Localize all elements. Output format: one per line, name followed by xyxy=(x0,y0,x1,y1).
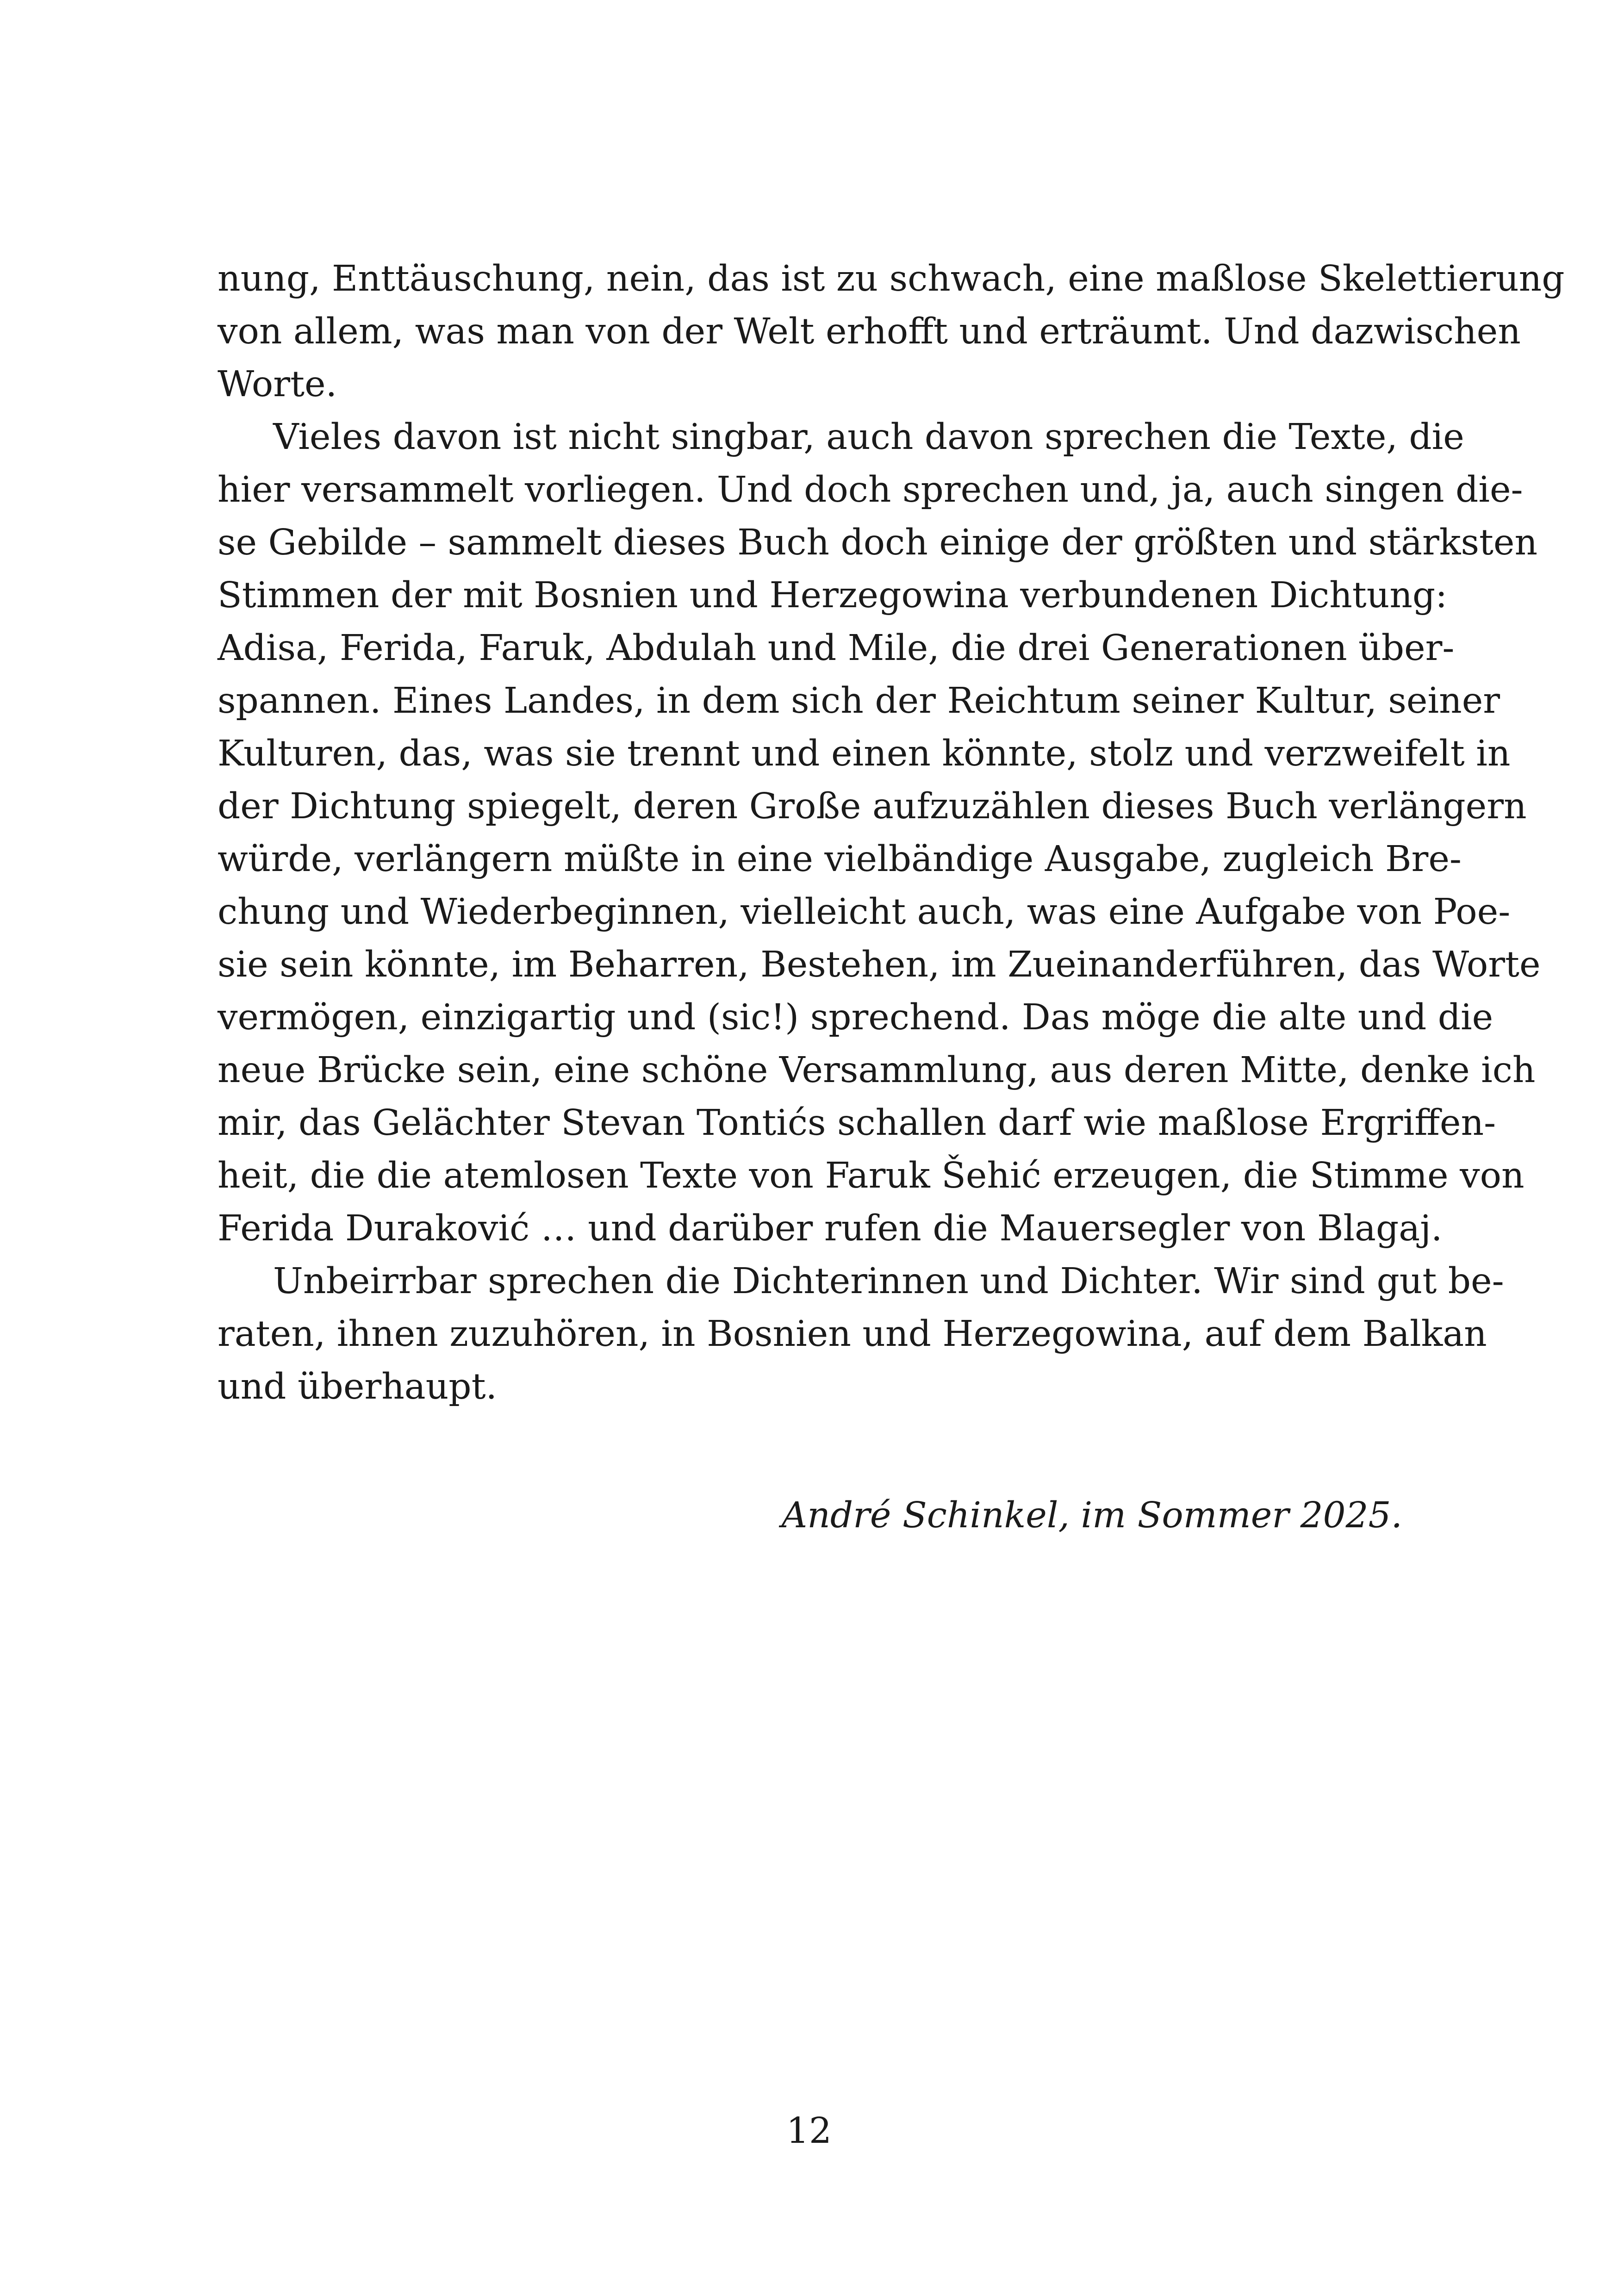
text-line: raten, ihnen zuzuhören, in Bosnien und Herzegowina, auf dem Balkan xyxy=(218,1313,1487,1355)
text-line: neue Brücke sein, eine schöne Versammlung, aus deren Mitte, denke ich xyxy=(218,1050,1536,1091)
text-line: se Gebilde – sammelt dieses Buch doch einige der größten und stärksten xyxy=(218,522,1538,563)
text-line: Kulturen, das, was sie trennt und einen könnte, stolz und verzweifelt in xyxy=(218,733,1511,774)
text-line: mir, das Gelächter Stevan Tontićs schallen darf wie maßlose Ergriffen- xyxy=(218,1102,1496,1144)
text-line: spannen. Eines Landes, in dem sich der Reichtum seiner Kultur, seiner xyxy=(218,680,1500,722)
text-line: Ferida Duraković … und darüber rufen die Mauersegler von Blagaj. xyxy=(218,1208,1443,1249)
text-line: von allem, was man von der Welt erhofft und erträumt. Und dazwischen xyxy=(218,311,1521,352)
page-number: 12 xyxy=(786,2110,832,2152)
text-line: sie sein könnte, im Beharren, Bestehen, im Zueinanderführen, das Worte xyxy=(218,944,1541,985)
text-line: Adisa, Ferida, Faruk, Abdulah und Mile, die drei Generationen über- xyxy=(218,628,1455,669)
text-line: Vieles davon ist nicht singbar, auch davon sprechen die Texte, die xyxy=(273,417,1464,458)
text-line: Unbeirrbar sprechen die Dichterinnen und Dichter. Wir sind gut be- xyxy=(273,1261,1504,1302)
text-line: Worte. xyxy=(218,364,337,405)
text-line: vermögen, einzigartig und (sic!) sprechend. Das möge die alte und die xyxy=(218,997,1494,1038)
body-text xyxy=(218,253,1565,1413)
text-line: heit, die die atemlosen Texte von Faruk Šehić erzeugen, die Stimme von xyxy=(218,1155,1525,1196)
text-line: würde, verlängern müßte in eine vielbändige Ausgabe, zugleich Bre- xyxy=(218,839,1462,880)
text-line: chung und Wiederbeginnen, vielleicht auch, was eine Aufgabe von Poe- xyxy=(218,891,1511,933)
text-line: der Dichtung spiegelt, deren Große aufzuzählen dieses Buch verlängern xyxy=(218,786,1527,827)
author-signature: André Schinkel, im Sommer 2025. xyxy=(781,1495,1402,1536)
text-line: und überhaupt. xyxy=(218,1366,498,1407)
text-line: Stimmen der mit Bosnien und Herzegowina verbundenen Dichtung: xyxy=(218,575,1448,616)
text-line: nung, Enttäuschung, nein, das ist zu schwach, eine maßlose Skelettierung xyxy=(218,258,1565,299)
text-line: hier versammelt vorliegen. Und doch sprechen und, ja, auch singen die- xyxy=(218,469,1523,510)
